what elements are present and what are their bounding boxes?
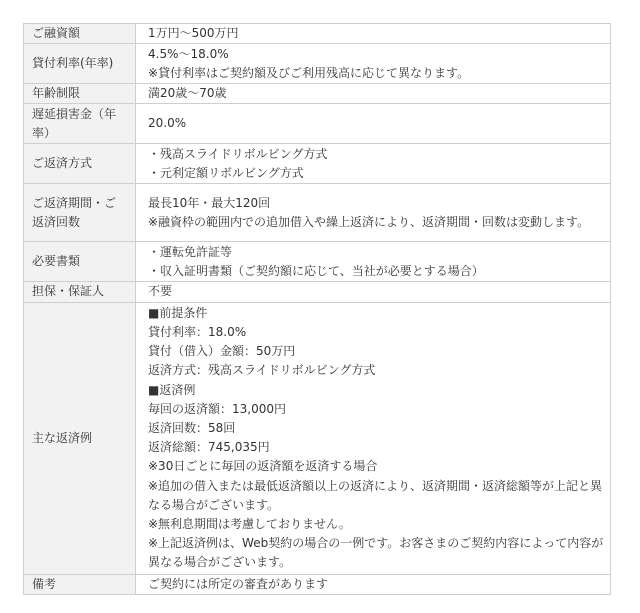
- row-value: [136, 574, 611, 594]
- value-line: ※追加の借入または最低返済額以上の返済により、返済期間・返済総額等が上記と異なる場合がございます。: [148, 478, 603, 512]
- row-value: [136, 184, 611, 242]
- value-line: 1万円〜500万円: [148, 26, 239, 40]
- value-line: ※無利息期間は考慮しておりません。: [148, 516, 351, 531]
- row-label: 年齢制限: [24, 84, 136, 104]
- value-line: ※上記返済例は、Web契約の場合の一例です。お客さまのご契約内容によって内容が異なる場合がございます。: [148, 536, 604, 570]
- table-row-age-limit: [24, 84, 611, 104]
- table-row-remarks: [24, 574, 611, 594]
- value-line: 毎回の返済額：13,000円: [148, 401, 286, 416]
- table-row-required-documents: [24, 242, 611, 282]
- value-line: ※30日ごとに毎回の返済額を返済する場合: [148, 459, 378, 474]
- row-value: [136, 282, 611, 302]
- row-value: [136, 302, 611, 574]
- table-row-collateral: [24, 282, 611, 302]
- value-line: 満20歳〜70歳: [148, 86, 227, 101]
- value-line: ※貸付利率はご契約額及びご利用残高に応じて異なります。: [148, 65, 470, 80]
- value-line: ※融資枠の範囲内での追加借入や繰上返済により、返済期間・回数は変動します。: [148, 214, 590, 229]
- table-row-repayment-example: [24, 302, 611, 574]
- row-label: ご返済期間・ご返済回数: [24, 184, 136, 242]
- value-line: ■返済例: [148, 382, 196, 397]
- value-line: 最長10年・最大120回: [148, 195, 271, 210]
- value-line: 返済方式：残高スライドリボルビング方式: [148, 363, 376, 378]
- value-line: 20.0%: [148, 116, 187, 131]
- row-value: [136, 242, 611, 282]
- value-line: ご契約には所定の審査があります: [148, 576, 329, 591]
- value-line: 貸付（借入）金額：50万円: [148, 344, 296, 359]
- loan-terms-table-wrapper: [23, 23, 609, 595]
- row-value: [136, 24, 611, 44]
- value-line: 貸付利率：18.0%: [148, 324, 247, 339]
- value-line: 不要: [148, 284, 173, 299]
- value-line: ・運転免許証等: [148, 244, 233, 259]
- value-line: 返済総額：745,035円: [148, 440, 270, 455]
- row-label: 必要書類: [24, 242, 136, 282]
- row-label: 貸付利率(年率): [24, 44, 136, 84]
- row-label: 担保・保証人: [24, 282, 136, 302]
- row-value: [136, 104, 611, 144]
- value-line: 返済回数：58回: [148, 420, 236, 435]
- row-value: [136, 84, 611, 104]
- row-value: [136, 44, 611, 84]
- row-label: ご返済方式: [24, 144, 136, 184]
- loan-terms-table: [23, 23, 611, 595]
- value-line: ・収入証明書類（ご契約額に応じて、当社が必要とする場合）: [148, 263, 484, 278]
- value-line: ・残高スライドリボルビング方式: [148, 146, 328, 161]
- row-label: ご融資額: [24, 24, 136, 44]
- row-label: 遅延損害金（年率）: [24, 104, 136, 144]
- value-line: 4.5%〜18.0%: [148, 46, 229, 61]
- value-line: ・元利定額リボルビング方式: [148, 165, 304, 180]
- table-row-repayment-period: [24, 184, 611, 242]
- row-label: 備考: [24, 574, 136, 594]
- table-row-loan-amount: [24, 24, 611, 44]
- value-line: ■前提条件: [148, 305, 208, 320]
- table-row-interest-rate: [24, 44, 611, 84]
- row-value: [136, 144, 611, 184]
- table-row-late-fee: [24, 104, 611, 144]
- row-label: 主な返済例: [24, 302, 136, 574]
- table-row-repayment-method: [24, 144, 611, 184]
